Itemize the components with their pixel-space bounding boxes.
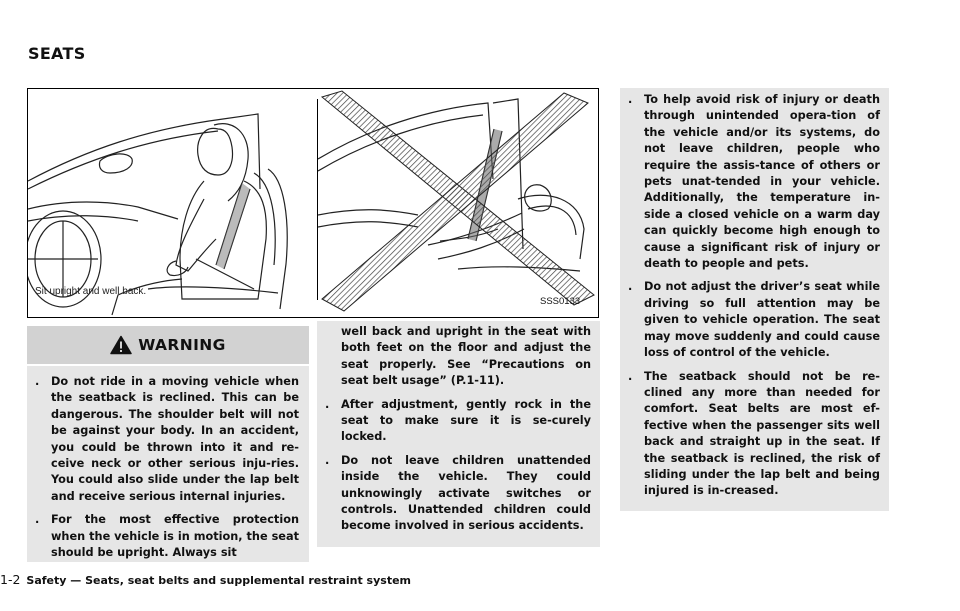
section-title: SEATS (28, 44, 86, 63)
warning-item-text: To help avoid risk of injury or death through unintended opera-tion of the vehicle and/or its systems, do not leave children, people who require the assis-tance of others or pets unat-tended in your vehicle. Additionally, the temperature in-side a closed vehicle on a warm day can quickly become high enough to cause a significant risk of injury or death to people and pets. (644, 93, 880, 271)
warning-item-text: Do not leave children unattended inside the vehicle. They could unknowingly activate switches or controls. Unattended children could become involved in serious accidents. (341, 453, 591, 533)
warning-column-3 (620, 88, 889, 511)
warning-item (628, 279, 880, 361)
warning-column-2 (317, 321, 600, 547)
warning-item-continuation (325, 324, 591, 390)
warning-header (27, 326, 309, 364)
bullet: . (35, 513, 40, 527)
warning-column-1 (27, 366, 309, 562)
reclined-seating-illustration (318, 89, 598, 317)
warning-item (35, 374, 299, 505)
bullet: . (628, 280, 633, 294)
bullet: . (325, 453, 330, 467)
footer-title: Safety — Seats, seat belts and supplemental restraint system (26, 574, 412, 587)
warning-title: WARNING (138, 336, 226, 354)
warning-item (628, 92, 880, 272)
warning-item (628, 369, 880, 500)
bullet: . (628, 93, 633, 106)
warning-item-text: well back and upright in the seat with both feet on the floor and adjust the seat properly. See “Precautions on seat belt usage” (P.1-11). (341, 325, 591, 388)
warning-item (35, 512, 299, 561)
warning-item-text: After adjustment, gently rock in the seat to make sure it is se-curely locked. (341, 397, 591, 444)
warning-item-text: The seatback should not be re-clined any more than needed for comfort. Seat belts are most ef-fective when the passenger sits well back and straight up in the seat. If the seatback is reclined, the risk of sliding under the lap belt and being injured is in-creased. (644, 369, 880, 498)
page-footer (0, 572, 411, 587)
bullet: . (325, 397, 330, 411)
figure-caption: Sit upright and well back. (35, 286, 147, 297)
warning-item (325, 453, 591, 535)
warning-item-text: Do not ride in a moving vehicle when the seatback is reclined. This can be dangerous. The shoulder belt will not be against your body. In an accident, you could be thrown into it and re-ceive neck or other serious inju-ries. You could also slide under the lap belt and receive serious internal injuries. (51, 375, 299, 503)
figure-code: SSS0133 (540, 296, 581, 307)
warning-triangle-icon (110, 335, 132, 355)
warning-item-text: Do not adjust the driver’s seat while driving so full attention may be given to vehicle operation. The seat may move suddenly and could cause loss of control of the vehicle. (644, 280, 880, 360)
warning-item (325, 397, 591, 446)
page-number: 1-2 (0, 572, 21, 587)
upright-seating-illustration (28, 89, 316, 317)
warning-item-text: For the most effective protection when the vehicle is in motion, the seat should be upright. Always sit (51, 513, 299, 560)
bullet: . (35, 375, 40, 388)
bullet: . (628, 369, 633, 383)
